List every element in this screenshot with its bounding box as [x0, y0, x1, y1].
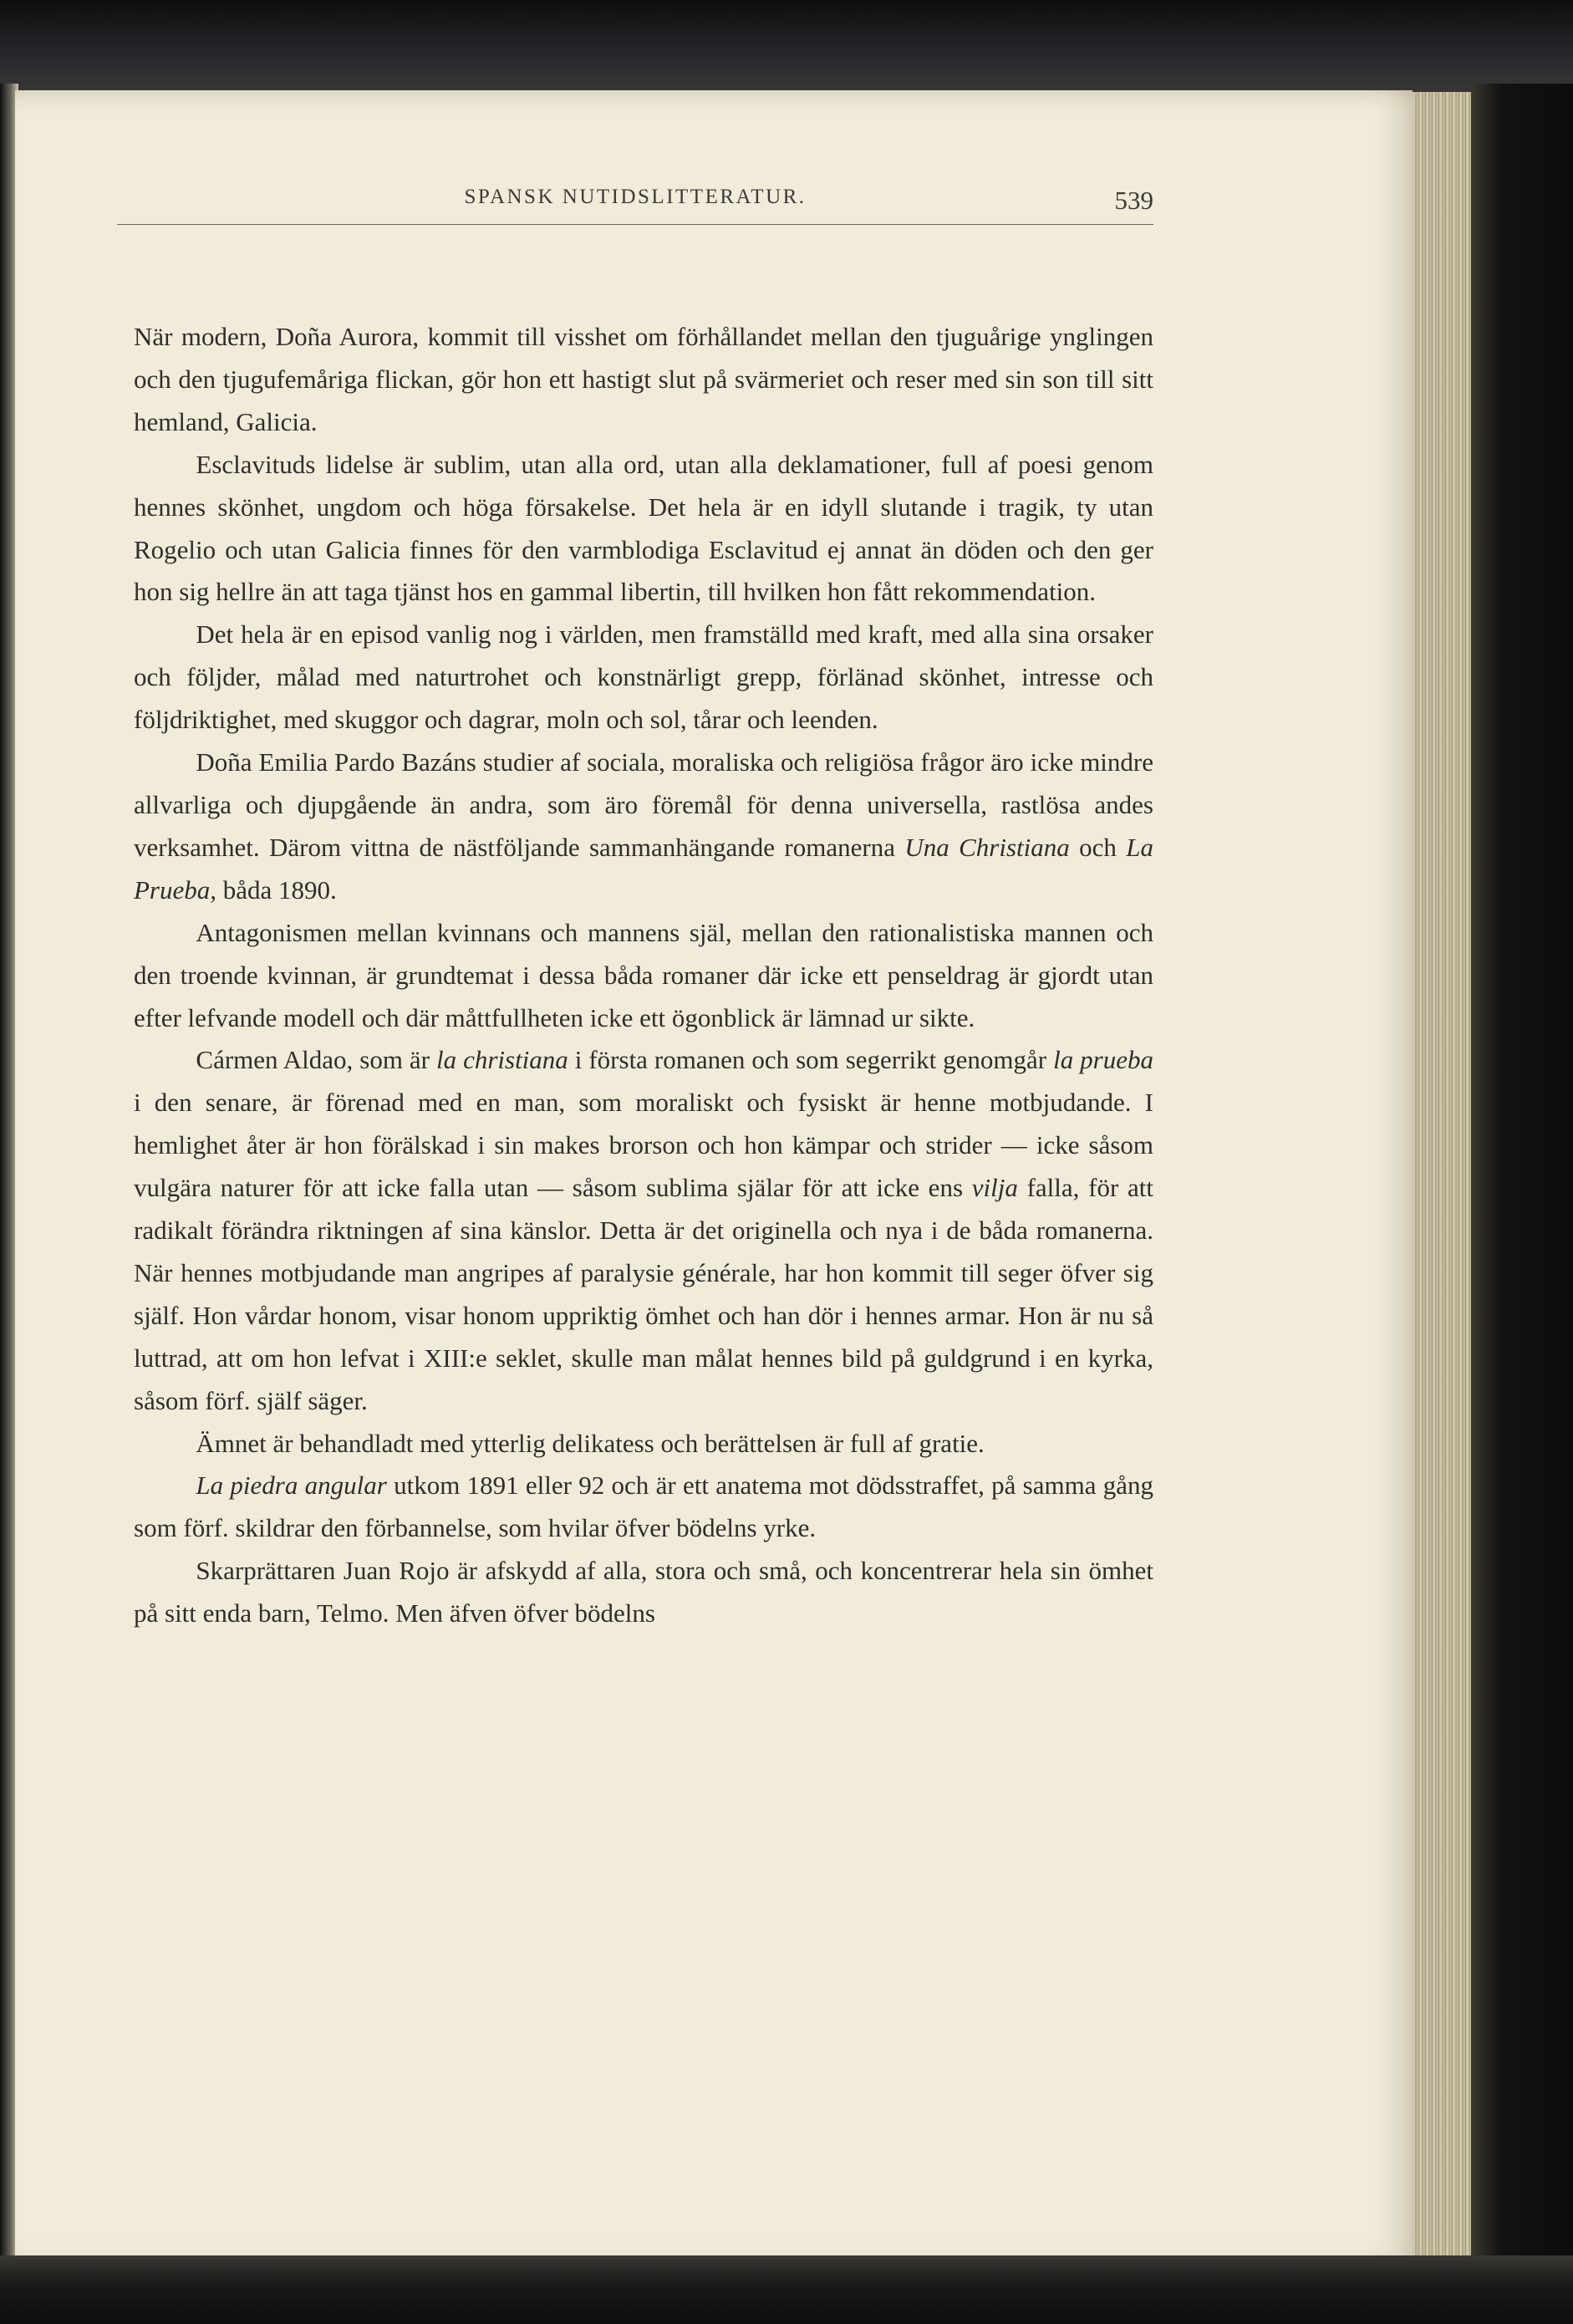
text-run: Ämnet är behandladt med ytterlig delikatess och berättelsen är full af gratie.	[196, 1428, 985, 1458]
book-cover-edge	[1471, 84, 1573, 2274]
italic-title: la christiana	[435, 1045, 568, 1075]
text-run: När modern, Doña Aurora, kommit till visshet om förhållandet mellan den tjuguårige ynglingen och den tjugufemåriga flickan, gör hon ett hastigt slut på svärmeriet och reser med sin son till sitt hemland, Galicia.	[134, 322, 1153, 436]
text-run: Antagonismen mellan kvinnans och mannens själ, mellan den rationalistiska mannen och den troende kvinnan, är grundtemat i dessa båda romaner där icke ett penseldrag är gjordt utan efter lefvande modell och där måttfullheten icke ett ögonblick är lämnad ur sikte.	[134, 917, 1153, 1032]
paragraph	[134, 444, 1153, 614]
text-run: Doña Emilia Pardo Bazáns studier af sociala, moraliska och religiösa frågor äro icke mindre allvarliga och djupgående än andra, som äro föremål för denna universella, rastlösa andes verksamhet. Därom vittna de nästföljande sammanhängande romanerna	[134, 747, 1153, 862]
text-run: båda 1890.	[216, 874, 337, 905]
italic-title: La Prueba,	[134, 832, 1153, 905]
paragraph	[134, 742, 1153, 912]
paragraph	[134, 912, 1153, 1040]
text-run: falla, för att radikalt förändra riktningen af sina känslor. Detta är det originella och nya i de båda romanerna. När hennes motbjudande man angripes af paralysie générale, har hon kommit till seger öfver sig själf. Hon vårdar honom, visar honom uppriktig ömhet och han dör i hennes armar. Hon är nu så luttrad, att om hon lefvat i XIII:e seklet, skulle man målat hennes bild på guldgrund i en kyrka, såsom förf. själf säger.	[134, 1173, 1153, 1415]
italic-title: vilja	[971, 1173, 1018, 1203]
page-stack-edges	[1413, 92, 1471, 2265]
italic-title: La piedra angular	[196, 1470, 387, 1501]
scan-bottom-border	[0, 2255, 1573, 2324]
text-run: utkom 1891 eller 92 och är ett anatema mot dödsstraffet, på samma gång som förf. skildrar den förbannelse, som hvilar öfver bödelns yrke.	[134, 1470, 1154, 1543]
paragraph	[134, 1423, 1153, 1465]
paragraph	[134, 1550, 1153, 1635]
text-run: och	[1069, 832, 1127, 862]
paragraph	[134, 1465, 1153, 1550]
paragraph	[134, 316, 1153, 444]
running-title: SPANSK NUTIDSLITTERATUR.	[464, 186, 807, 208]
body-text	[134, 316, 1153, 1635]
italic-title: Una Christiana	[904, 832, 1070, 862]
text-run: Det hela är en episod vanlig nog i världen, men framställd med kraft, med alla sina orsaker och följder, målad med naturtrohet och konstnärligt grepp, förlänad skönhet, intresse och följdriktighet, med skuggor och dagrar, moln och sol, tårar och leenden.	[134, 619, 1153, 735]
text-run: Esclavituds lidelse är sublim, utan alla ord, utan alla deklamationer, full af poesi genom hennes skönhet, ungdom och höga försakelse. Det hela är en idyll slutande i tragik, ty utan Rogelio och utan Galicia finnes för den varmblodiga Esclavitud ej annat än döden och den ger hon sig hellre än att taga tjänst hos en gammal libertin, till hvilken hon fått rekommendation.	[134, 449, 1153, 607]
running-header	[117, 174, 1153, 225]
text-run: Cármen Aldao, som är	[196, 1045, 436, 1075]
text-run: Skarprättaren Juan Rojo är afskydd af alla, stora och små, och koncentrerar hela sin ömhet på sitt enda barn, Telmo. Men äfven öfver bödelns	[134, 1556, 1153, 1628]
page-number: 539	[1114, 186, 1153, 215]
paragraph	[134, 1039, 1153, 1422]
scan-top-border	[0, 0, 1573, 100]
italic-title: la prueba	[1053, 1045, 1153, 1075]
paragraph	[134, 614, 1153, 742]
text-run: i första romanen och som segerrikt genomgår	[568, 1045, 1054, 1075]
text-run: i den senare, är förenad med en man, som moraliskt och fysiskt är henne motbjudande. I hemlighet åter är hon förälskad i sin makes brorson och hon kämpar och strider — icke såsom vulgära naturer för att icke falla utan — såsom sublima själar för att icke ens	[134, 1088, 1153, 1203]
